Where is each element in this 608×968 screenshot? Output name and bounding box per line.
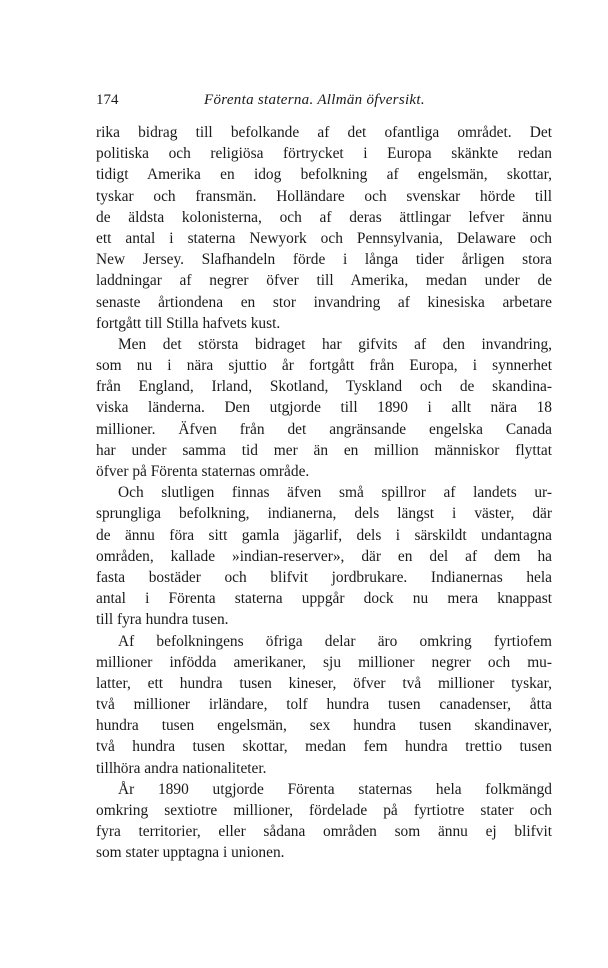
text-line: fasta bostäder och blifvit jordbrukare. Indianernas hela [96,568,552,586]
text-line: politiska och religiösa förtrycket i Europa skänkte redan [96,145,552,163]
text-line: År 1890 utgjorde Förenta staternas hela folkmängd [118,780,552,798]
text-line: har under samma tid mer än en million människor flyttat [96,441,552,459]
paragraph [96,482,552,630]
body-text [96,122,552,864]
paragraph [96,122,552,334]
text-line: hundra tusen engelsmän, sex hundra tusen skandinaver, [96,717,552,735]
text-line: som stater upptagna i unionen. [96,844,285,862]
text-line: latter, ett hundra tusen kineser, öfver två millioner tyskar, [96,674,552,692]
text-line: de ännu föra sitt gamla jägarlif, dels i särskildt undantagna [96,526,552,544]
text-line: antal i Förenta staterna uppgår dock nu mera knappast [96,590,552,608]
text-line: de äldsta kolonisterna, och af deras ättlingar lefver ännu [96,208,552,226]
text-line: fortgått till Stilla hafvets kust. [96,314,281,332]
text-line: öfver på Förenta staternas område. [96,463,310,480]
text-line: ett antal i staterna Newyork och Pennsylvania, Delaware och [96,229,552,247]
text-line: två millioner irländare, tolf hundra tusen canadenser, åtta [96,696,552,714]
text-line: tyskar och fransmän. Holländare och svenskar hörde till [96,187,552,205]
text-line: millioner. Äfven från det angränsande engelska Canada [96,420,552,438]
text-line: senaste årtiondena en stor invandring af kinesiska arbetare [96,293,552,311]
text-line: som nu i nära sjuttio år fortgått från Europa, i synnerhet [96,357,552,375]
text-line: till fyra hundra tusen. [96,611,229,629]
text-line: två hundra tusen skottar, medan fem hundra trettio tusen [96,738,552,756]
page-number: 174 [96,92,119,108]
text-line: Och slutligen finnas äfven små spillror af landets ur- [118,484,552,502]
running-head [96,92,552,114]
paragraph [96,334,552,482]
text-line: New Jersey. Slafhandeln förde i långa tider årligen stora [96,251,552,269]
text-line: Men det största bidraget har gifvits af den invandring, [118,335,552,353]
text-line: viska länderna. Den utgjorde till 1890 i allt nära 18 [96,399,552,417]
running-title: Förenta staterna. Allmän öfversikt. [204,92,425,108]
text-line: Af befolkningens öfriga delar äro omkring fyrtiofem [118,632,552,650]
text-line: från England, Irland, Skotland, Tyskland och de skandina- [96,378,552,396]
text-line: fyra territorier, eller sådana områden som ännu ej blifvit [96,823,552,841]
paragraph [96,631,552,779]
paragraph [96,779,552,864]
text-line: områden, kallade »indian-reserver», där en del af dem ha [96,547,552,565]
text-line: rika bidrag till befolkande af det ofantliga området. Det [96,124,552,141]
text-line: omkring sextiotre millioner, fördelade på fyrtiotre stater och [96,802,552,819]
text-line: sprungliga befolkning, indianerna, dels längst i väster, där [96,505,552,523]
text-line: millioner infödda amerikaner, sju millioner negrer och mu- [96,653,552,671]
text-line: laddningar af negrer öfver till Amerika, medan under de [96,272,552,290]
text-line: tillhöra andra nationaliteter. [96,759,267,777]
text-line: tidigt Amerika en idog befolkning af engelsmän, skottar, [96,166,552,184]
